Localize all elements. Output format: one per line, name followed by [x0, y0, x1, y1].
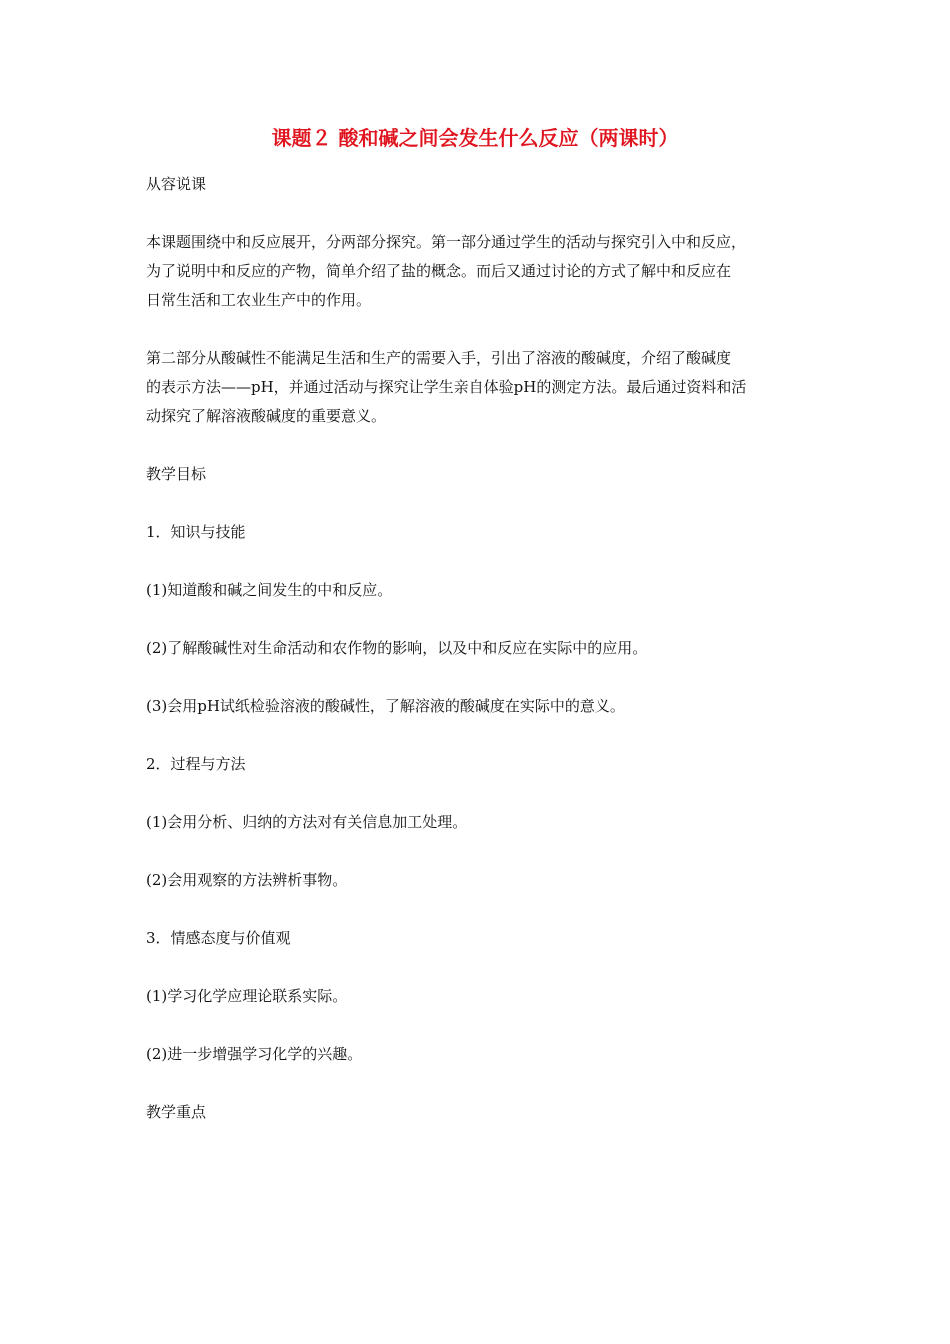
goal3-item-2: (2)进一步增强学习化学的兴趣。 — [146, 1045, 363, 1063]
para1-line2: 为了说明中和反应的产物，简单介绍了盐的概念。而后又通过讨论的方式了解中和反应在 — [146, 262, 732, 280]
goal1-heading: 1．知识与技能 — [146, 523, 246, 541]
goal3-item-1: (1)学习化学应理论联系实际。 — [146, 987, 348, 1005]
para1-line3: 日常生活和工农业生产中的作用。 — [146, 291, 372, 309]
para2-line1: 第二部分从酸碱性不能满足生活和生产的需要入手，引出了溶液的酸碱度，介绍了酸碱度 — [146, 349, 732, 367]
document-title: 课题２ 酸和碱之间会发生什么反应（两课时） — [271, 126, 679, 150]
goal2-heading: 2．过程与方法 — [146, 755, 246, 773]
section-heading-key-points: 教学重点 — [146, 1103, 207, 1121]
para2-line3: 动探究了解溶液酸碱度的重要意义。 — [146, 407, 387, 425]
goal1-item-3: (3)会用pH试纸检验溶液的酸碱性，了解溶液的酸碱度在实际中的意义。 — [146, 697, 625, 715]
goal3-heading: 3．情感态度与价值观 — [146, 929, 291, 947]
document-body — [146, 170, 814, 1127]
section-heading-goals: 教学目标 — [146, 465, 207, 483]
goal1-item-1: (1)知道酸和碱之间发生的中和反应。 — [146, 581, 393, 599]
goal2-item-2: (2)会用观察的方法辨析事物。 — [146, 871, 348, 889]
para1-line1: 本课题围绕中和反应展开，分两部分探究。第一部分通过学生的活动与探究引入中和反应， — [146, 233, 747, 251]
para2-line2: 的表示方法——pH，并通过活动与探究让学生亲自体验pH的测定方法。最后通过资料和活 — [146, 378, 747, 396]
section-heading-intro: 从容说课 — [146, 175, 207, 193]
goal1-item-2: (2)了解酸碱性对生命活动和农作物的影响，以及中和反应在实际中的应用。 — [146, 639, 648, 657]
goal2-item-1: (1)会用分析、归纳的方法对有关信息加工处理。 — [146, 813, 468, 831]
